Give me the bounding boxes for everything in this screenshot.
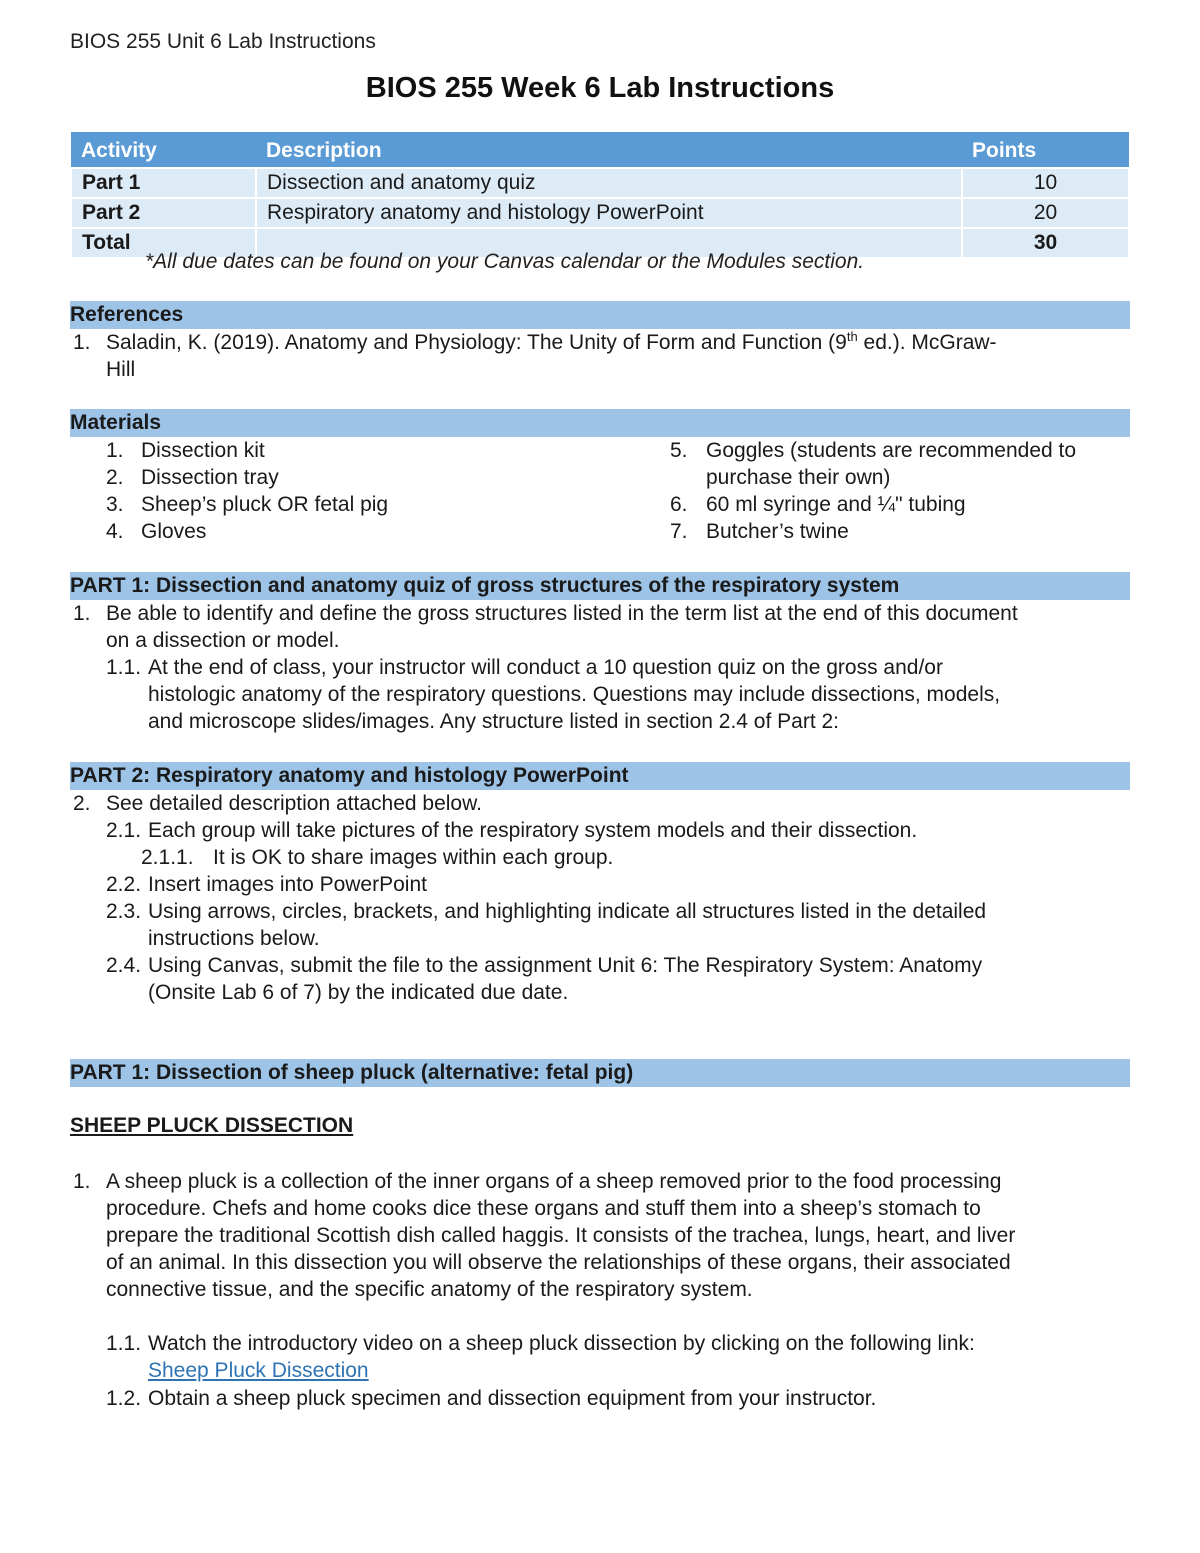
part2-heading: PART 2: Respiratory anatomy and histology PowerPoint bbox=[70, 762, 1130, 790]
list-item: Watch the introductory video on a sheep pluck dissection by clicking on the following link: bbox=[148, 1332, 975, 1355]
table-row bbox=[71, 198, 1129, 228]
paragraph-line: of an animal. In this dissection you will observe the relationships of these organs, their associated bbox=[106, 1251, 1011, 1274]
paragraph-line: connective tissue, and the specific anatomy of the respiratory system. bbox=[106, 1278, 753, 1301]
list-item: Using Canvas, submit the file to the assignment Unit 6: The Respiratory System: Anatomy bbox=[148, 954, 983, 977]
material-number: 5. bbox=[670, 439, 688, 462]
reference-number: 1. bbox=[73, 331, 91, 354]
paragraph-line: procedure. Chefs and home cooks dice these organs and stuff them into a sheep’s stomach to bbox=[106, 1197, 981, 1220]
part1-heading: PART 1: Dissection and anatomy quiz of gross structures of the respiratory system bbox=[70, 572, 1130, 600]
material-number: 3. bbox=[106, 493, 124, 516]
list-number: 1.1. bbox=[106, 656, 142, 679]
due-dates-note: *All due dates can be found on your Canvas calendar or the Modules section. bbox=[145, 250, 865, 273]
page-title: BIOS 255 Week 6 Lab Instructions bbox=[365, 72, 835, 104]
list-item: Obtain a sheep pluck specimen and dissection equipment from your instructor. bbox=[148, 1387, 877, 1410]
list-item: At the end of class, your instructor will conduct a 10 question quiz on the gross and/or bbox=[148, 656, 943, 679]
list-item: Using arrows, circles, brackets, and highlighting indicate all structures listed in the detailed bbox=[148, 900, 987, 923]
materials-heading: Materials bbox=[70, 409, 1130, 437]
list-number: 2.3. bbox=[106, 900, 142, 923]
list-item-cont: and microscope slides/images. Any structure listed in section 2.4 of Part 2: bbox=[148, 710, 840, 733]
activity-table bbox=[70, 132, 1130, 259]
sheep-pluck-heading: SHEEP PLUCK DISSECTION bbox=[70, 1114, 354, 1137]
list-number: 2.1. bbox=[106, 819, 142, 842]
material-number: 6. bbox=[670, 493, 688, 516]
material-item: Butcher’s twine bbox=[706, 520, 849, 543]
table-header-activity: Activity bbox=[71, 134, 256, 169]
list-item-cont: on a dissection or model. bbox=[106, 629, 340, 652]
table-cell-activity: Part 2 bbox=[71, 198, 256, 228]
table-total-points: 30 bbox=[962, 228, 1129, 258]
table-cell-description: Respiratory anatomy and histology PowerPoint bbox=[256, 198, 962, 228]
list-item-cont: (Onsite Lab 6 of 7) by the indicated due date. bbox=[148, 981, 569, 1004]
page-header: BIOS 255 Unit 6 Lab Instructions bbox=[70, 30, 376, 53]
material-number: 4. bbox=[106, 520, 124, 543]
material-item: Goggles (students are recommended to bbox=[706, 439, 1077, 462]
list-number: 2. bbox=[73, 792, 91, 815]
table-header-description: Description bbox=[256, 134, 962, 169]
part1-dissection-heading: PART 1: Dissection of sheep pluck (alternative: fetal pig) bbox=[70, 1059, 1130, 1087]
material-item: Sheep’s pluck OR fetal pig bbox=[141, 493, 389, 516]
material-item: Dissection tray bbox=[141, 466, 279, 489]
list-item: It is OK to share images within each group. bbox=[213, 846, 614, 869]
material-item: 60 ml syringe and ¼" tubing bbox=[706, 493, 966, 516]
list-item-cont: histologic anatomy of the respiratory questions. Questions may include dissections, models, bbox=[148, 683, 1001, 706]
list-item: Be able to identify and define the gross structures listed in the term list at the end of this document bbox=[106, 602, 1018, 625]
table-header-row bbox=[71, 134, 1129, 169]
table-header-points: Points bbox=[962, 134, 1129, 169]
reference-item: Saladin, K. (2019). Anatomy and Physiology: The Unity of Form and Function (9th ed.). McGraw- bbox=[106, 329, 997, 354]
table-total-label: Total bbox=[71, 228, 256, 258]
list-number: 1. bbox=[73, 1170, 91, 1193]
table-cell-activity: Part 1 bbox=[71, 168, 256, 198]
list-number: 2.2. bbox=[106, 873, 142, 896]
table-row bbox=[71, 168, 1129, 198]
material-number: 2. bbox=[106, 466, 124, 489]
reference-item-cont: Hill bbox=[106, 358, 136, 381]
list-number: 2.4. bbox=[106, 954, 142, 977]
paragraph-line: prepare the traditional Scottish dish called haggis. It consists of the trachea, lungs, heart, and liver bbox=[106, 1224, 1016, 1247]
list-number: 2.1.1. bbox=[141, 846, 194, 869]
list-item: See detailed description attached below. bbox=[106, 792, 482, 815]
material-number: 7. bbox=[670, 520, 688, 543]
sheep-pluck-video-link[interactable]: Sheep Pluck Dissection bbox=[148, 1359, 369, 1382]
table-cell-points: 10 bbox=[962, 168, 1129, 198]
list-number: 1.1. bbox=[106, 1332, 142, 1355]
paragraph-line: A sheep pluck is a collection of the inner organs of a sheep removed prior to the food processing bbox=[106, 1170, 1002, 1193]
material-item: Gloves bbox=[141, 520, 207, 543]
list-number: 1.2. bbox=[106, 1387, 142, 1410]
table-cell-points: 20 bbox=[962, 198, 1129, 228]
material-item: Dissection kit bbox=[141, 439, 265, 462]
list-item: Insert images into PowerPoint bbox=[148, 873, 427, 896]
list-item: Each group will take pictures of the respiratory system models and their dissection. bbox=[148, 819, 918, 842]
table-cell-description: Dissection and anatomy quiz bbox=[256, 168, 962, 198]
material-item-cont: purchase their own) bbox=[706, 466, 891, 489]
material-number: 1. bbox=[106, 439, 124, 462]
list-number: 1. bbox=[73, 602, 91, 625]
references-heading: References bbox=[70, 301, 1130, 329]
list-item-cont: instructions below. bbox=[148, 927, 320, 950]
